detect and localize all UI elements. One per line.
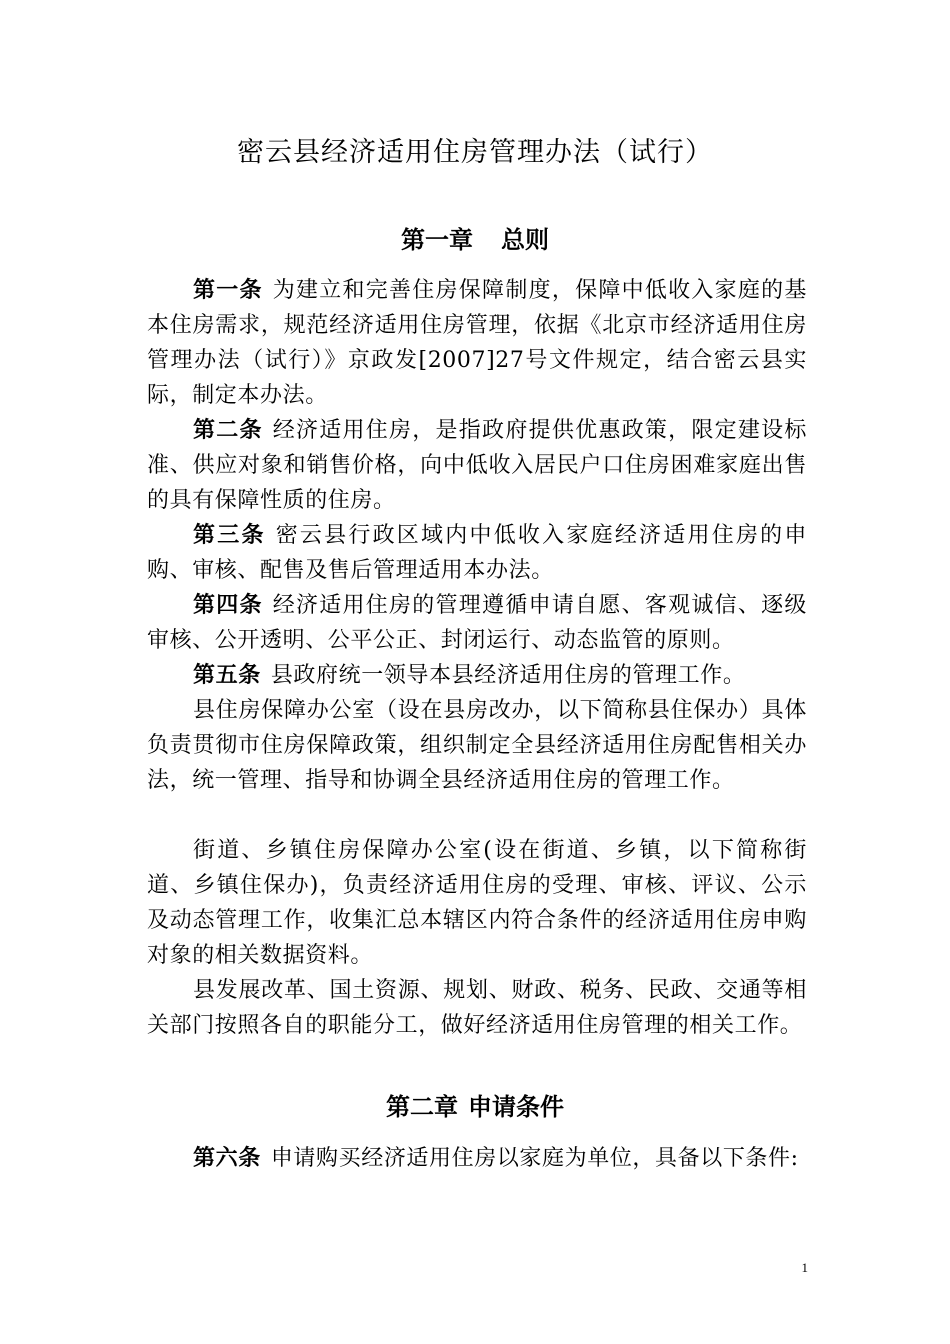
paragraph-departments: 县发展改革、国土资源、规划、财政、税务、民政、交通等相关部门按照各自的职能分工，做好经济适用住房管理的相关工作。	[147, 978, 807, 1038]
article-5-label: 第五条	[193, 663, 261, 688]
article-3-label: 第三条	[193, 523, 266, 548]
page-number: 1	[801, 1260, 808, 1275]
article-6	[147, 1141, 807, 1176]
article-1	[147, 273, 807, 413]
article-1-label: 第一条	[193, 278, 263, 303]
chapter-1-label: 第一章	[401, 226, 473, 254]
article-2	[147, 413, 807, 518]
article-4-label: 第四条	[193, 593, 263, 618]
article-4	[147, 588, 807, 658]
chapter-2-name: 申请条件	[468, 1093, 564, 1121]
article-3	[147, 518, 807, 588]
chapter-1-name: 总则	[501, 226, 549, 254]
article-5-text: 县政府统一领导本县经济适用住房的管理工作。	[270, 663, 746, 688]
paragraph-county-office: 县住房保障办公室（设在县房改办，以下简称县住保办）具体负责贯彻市住房保障政策，组织制定全县经济适用住房配售相关办法，统一管理、指导和协调全县经济适用住房的管理工作。	[147, 698, 807, 793]
article-3-text: 密云县行政区域内中低收入家庭经济适用住房的申购、审核、配售及售后管理适用本办法。	[147, 523, 808, 583]
chapter-1-heading	[0, 222, 950, 258]
article-6-label: 第六条	[193, 1146, 261, 1171]
document-title: 密云县经济适用住房管理办法（试行）	[237, 137, 713, 168]
chapter-2-label: 第二章	[386, 1093, 458, 1121]
paragraph-street-office: 街道、乡镇住房保障办公室(设在街道、乡镇，以下简称街道、乡镇住保办)，负责经济适用住房的受理、审核、评议、公示及动态管理工作，收集汇总本辖区内符合条件的经济适用住房申购对象的相关数据资料。	[147, 838, 807, 968]
article-6-text: 申请购买经济适用住房以家庭为单位，具备以下条件:	[270, 1146, 799, 1171]
article-2-label: 第二条	[193, 418, 263, 443]
article-2-text: 经济适用住房，是指政府提供优惠政策，限定建设标准、供应对象和销售价格，向中低收入居民户口住房困难家庭出售的具有保障性质的住房。	[147, 418, 807, 513]
article-1-text: 为建立和完善住房保障制度，保障中低收入家庭的基本住房需求，规范经济适用住房管理，依据《北京市经济适用住房管理办法（试行）》京政发[2007]27号文件规定，结合密云县实际，制定本办法。	[147, 278, 807, 408]
article-4-text: 经济适用住房的管理遵循申请自愿、客观诚信、逐级审核、公开透明、公平公正、封闭运行、动态监管的原则。	[147, 593, 807, 653]
article-5	[147, 658, 807, 693]
chapter-2-heading	[0, 1089, 950, 1125]
